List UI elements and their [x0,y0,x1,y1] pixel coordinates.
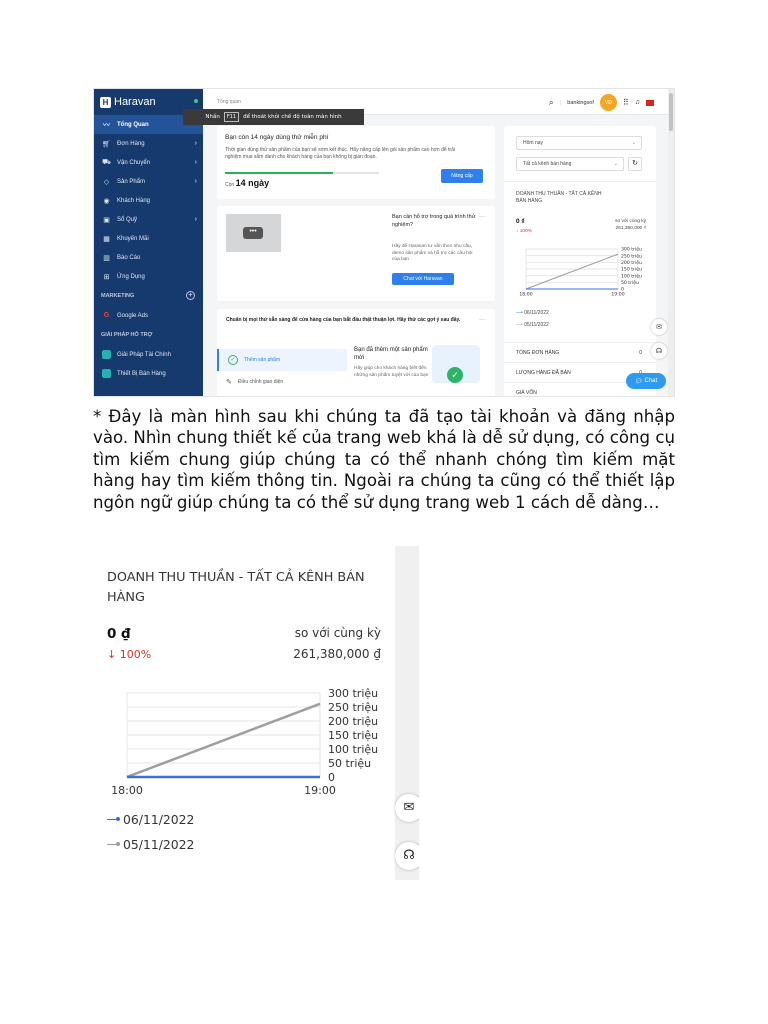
username[interactable]: bankingsof [567,99,594,106]
divider [504,181,656,182]
add-channel-icon[interactable]: + [186,291,195,300]
sidebar-item-label: Thiết Bị Bán Hàng [117,370,166,377]
legend-label: 05/11/2022 [524,322,549,328]
user-icon: ◉ [103,197,110,205]
x-tick-label: 19:00 [304,784,336,797]
legend-label: 06/11/2022 [524,310,549,316]
arrow-down-icon: ↓ [107,648,117,661]
legend-item-previous[interactable]: —• 05/11/2022 [516,322,549,328]
revenue-change [107,648,151,661]
change-value: 100% [119,648,152,661]
sidebar-item-reports[interactable] [94,248,203,267]
chevron-right-icon: › [194,140,197,147]
chat-with-haravan-button[interactable]: Chat với Haravan [392,273,454,285]
support-card [217,206,495,301]
dashboard-screenshot [93,88,675,397]
days-prefix: Còn [225,182,235,188]
days-left [225,178,269,188]
y-tick-label: 200 triệu [621,260,642,266]
chart-title: DOANH THU THUẦN - TẤT CẢ KÊNH BÁN HÀNG [107,570,365,605]
revenue-value: 0 ₫ [107,626,131,642]
sidebar-item-label: Tổng Quan [117,121,149,128]
sidebar-item-label: Báo Cáo [117,254,141,261]
report-icon: ▥ [103,254,110,262]
divider: | [559,99,562,106]
vietnam-flag-icon[interactable] [646,100,654,106]
step-desc: Hãy giúp cho khách hàng biết đến những sản phẩm tuyệt vời của bạn [354,366,429,378]
select-value: Tất cả kênh bán hàng [523,161,572,167]
setup-title: Chuẩn bị mọi thứ sẵn sàng để cửa hàng của bạn bắt đầu thật thuận lợi. Hãy thử các gợi ý sau đây. [226,317,461,323]
marketing-section [94,286,203,306]
scrollbar-thumb[interactable] [669,93,673,131]
sidebar-item-label: Giải Pháp Tài Chính [117,351,171,358]
avatar[interactable]: VĐ [600,94,617,111]
step-add-product[interactable] [217,349,347,371]
device-icon [102,369,111,378]
sidebar-item-customers[interactable] [94,191,203,210]
chat-button[interactable] [626,373,666,389]
cart-icon: 🛒︎ [102,140,111,148]
sidebar-item-label: Khuyến Mãi [117,235,149,242]
breadcrumb[interactable]: Tổng quan [217,99,241,105]
trial-progress-bar [225,172,379,174]
y-tick-label: 150 triệu [621,267,642,273]
sidebar-item-orders[interactable] [94,134,203,153]
check-icon: ✓ [447,367,463,383]
scrollbar[interactable] [668,89,674,397]
sidebar-item-apps[interactable] [94,267,203,286]
legend-label: 06/11/2022 [123,812,195,827]
gift-icon: ▦ [103,235,110,243]
headset-icon[interactable]: ☊ [651,343,667,359]
step-label: Thêm sản phẩm [244,357,281,363]
x-tick-label: 18:00 [519,292,533,298]
compare-block [293,623,381,665]
check-circle-icon: ✓ [228,355,238,365]
sidebar-item-label: Google Ads [117,312,149,319]
support-desc: Hãy để Haravan tư vấn theo nhu cầu, demo sản phẩm và hỗ trợ các câu hỏi của bạn [392,244,473,263]
series-line [526,254,618,289]
sidebar-item-label: Sổ Quỹ [117,216,138,223]
google-icon: G [103,312,110,319]
x-tick-label: 19:00 [611,292,625,298]
search-icon[interactable]: ⌕ [548,97,554,107]
sidebar-item-ledger[interactable] [94,210,203,229]
y-tick-label: 50 triệu [621,280,640,286]
brush-icon: ✎ [226,379,232,386]
solutions-section [94,325,203,345]
chevron-right-icon: › [194,216,197,223]
headset-icon[interactable]: ☊ [395,842,419,870]
compare-value: 261,380,000 ₫ [293,647,381,661]
section-label: GIẢI PHÁP HỖ TRỢ [101,332,153,338]
y-tick-label: 250 triệu [621,254,642,260]
report-change: ↓ 100% [516,229,533,234]
haravan-logo-icon: H [100,97,111,108]
upgrade-button[interactable]: Nâng cấp [441,169,483,183]
section-label: MARKETING [101,293,135,299]
legend-swatch [107,844,119,845]
compare-label: so với cùng kỳ [294,626,381,640]
legend-item-previous[interactable] [107,837,194,852]
trial-desc: Thời gian dùng thử sản phẩm của bạn sẽ sớm kết thúc. Hãy nâng cấp lên gói sản phẩm cao hơn để trải nghiệm mua sắm dành cho khách hàng của bạn không bị gián đoạn. [225,147,455,160]
fullscreen-notice [183,109,364,125]
report-compare [615,218,646,232]
y-tick-label: 300 triệu [621,247,642,253]
sidebar-item-finance[interactable] [94,345,203,364]
compare-label: so với cùng kỳ [615,219,646,224]
ledger-icon: ▣ [103,216,110,224]
trial-card [217,126,495,199]
y-tick-label: 150 triệu [328,728,379,742]
legend-label: 05/11/2022 [123,837,195,852]
y-tick-label: 0 [328,770,335,784]
period-select[interactable] [516,136,642,150]
metric-label: LƯỢNG HÀNG ĐÃ BÁN [516,370,571,376]
video-thumbnail[interactable] [226,214,281,252]
sidebar-item-products[interactable] [94,172,203,191]
sidebar-item-label: Vận Chuyển [117,159,151,166]
f11-key: F11 [224,112,239,122]
setup-card [217,309,495,397]
chevron-right-icon: › [194,178,197,185]
y-tick-label: 300 triệu [328,686,379,700]
metric-label: TỔNG ĐƠN HÀNG [516,350,560,356]
play-icon: ••• [243,227,263,239]
notice-text: để thoát khỏi chế độ toàn màn hình [243,114,342,120]
sidebar-item-promotions[interactable] [94,229,203,248]
truck-icon: ⛟ [102,159,111,166]
apps-icon: ⊞ [103,273,110,281]
y-tick-label: 0 [621,287,624,293]
sidebar-item-devices[interactable] [94,364,203,383]
chevron-down-icon: ⌄ [631,140,636,146]
chevron-right-icon: › [194,159,197,166]
bell-icon[interactable]: ♫ [634,99,640,106]
brand-name: Haravan [114,96,156,108]
change-value: 100% [519,229,533,234]
report-panel [504,126,656,397]
chevron-down-icon: ⌄ [613,161,618,167]
progress-fill [225,172,333,174]
mail-icon[interactable]: ✉ [395,794,419,822]
trend-icon: 〰 [103,121,110,129]
report-title: DOANH THU THUẦN - TẤT CẢ KÊNH BÁN HÀNG [516,191,602,204]
mail-icon[interactable]: ✉ [651,319,667,335]
legend-item-current[interactable] [107,812,194,827]
legend-swatch [107,819,119,820]
select-value: Hôm nay [523,140,544,146]
y-tick-label: 100 triệu [328,742,379,756]
tag-icon: ◇ [103,178,110,186]
finance-icon [102,350,111,359]
sidebar-item-shipping[interactable] [94,153,203,172]
revenue-chart-screenshot [93,546,419,880]
metric-label: GIÁ VỐN [516,390,537,396]
mini-revenue-chart [514,246,644,301]
days-value: 14 ngày [235,178,270,188]
more-icon[interactable]: ··· [479,317,485,323]
revenue-line-chart [93,681,393,811]
y-tick-label: 50 triệu [328,756,372,770]
sidebar-item-label: Sản Phẩm [117,178,146,185]
notice-text: Nhấn [205,114,220,120]
apps-grid-icon[interactable]: ⠿ [622,98,629,107]
sidebar [94,89,203,397]
topbar-actions [549,94,654,111]
legend-item-current[interactable]: —• 06/11/2022 [516,310,549,316]
report-value: 0 ₫ [516,218,525,225]
step-label: Điều chỉnh giao diện [237,379,284,385]
support-title: Bạn cần hỗ trợ trong quá trình thử nghiệm? [392,214,476,228]
y-tick-label: 200 triệu [328,714,379,728]
series-line [127,704,320,777]
sidebar-item-label: Đơn Hàng [117,140,145,147]
compare-value: 261,380,000 ₫ [615,226,646,232]
sidebar-item-label: Khách Hàng [117,197,151,204]
side-rail [395,546,419,880]
step-customize-theme[interactable] [217,371,347,393]
sidebar-item-google-ads[interactable] [94,306,203,325]
y-tick-label: 250 triệu [328,700,379,714]
trial-title: Bạn còn 14 ngày dùng thử miễn phí [225,134,329,141]
step-title: Bạn đã thêm một sản phẩm mới [354,347,428,361]
metric-row [504,342,656,362]
chat-bubble-icon: 💬︎ [634,378,643,385]
description-paragraph: * Đây là màn hình sau khi chúng ta đã tạo tài khoản và đăng nhập vào. Nhìn chung thiết kế của trang web khá là dễ sử dụng, có công cụ tìm kiếm chung giúp chúng ta có thể nhanh chóng tìm kiếm mặt hàng hay tìm kiếm thông tin. Ngoài ra chúng ta cũng có thể thiết lập ngôn ngữ giúp chúng ta có thể sử dụng trang web 1 cách dễ dàng… [93,407,675,512]
y-tick-label: 100 triệu [621,274,642,280]
online-status-dot [194,99,198,103]
more-icon[interactable]: ··· [479,214,485,220]
chat-label: Chat [644,378,658,384]
metric-value: 0 [639,350,642,356]
x-tick-label: 18:00 [111,784,143,797]
channel-select[interactable] [516,157,624,171]
refresh-button[interactable]: ↻ [628,157,642,171]
sidebar-item-label: Ứng Dụng [117,273,145,280]
